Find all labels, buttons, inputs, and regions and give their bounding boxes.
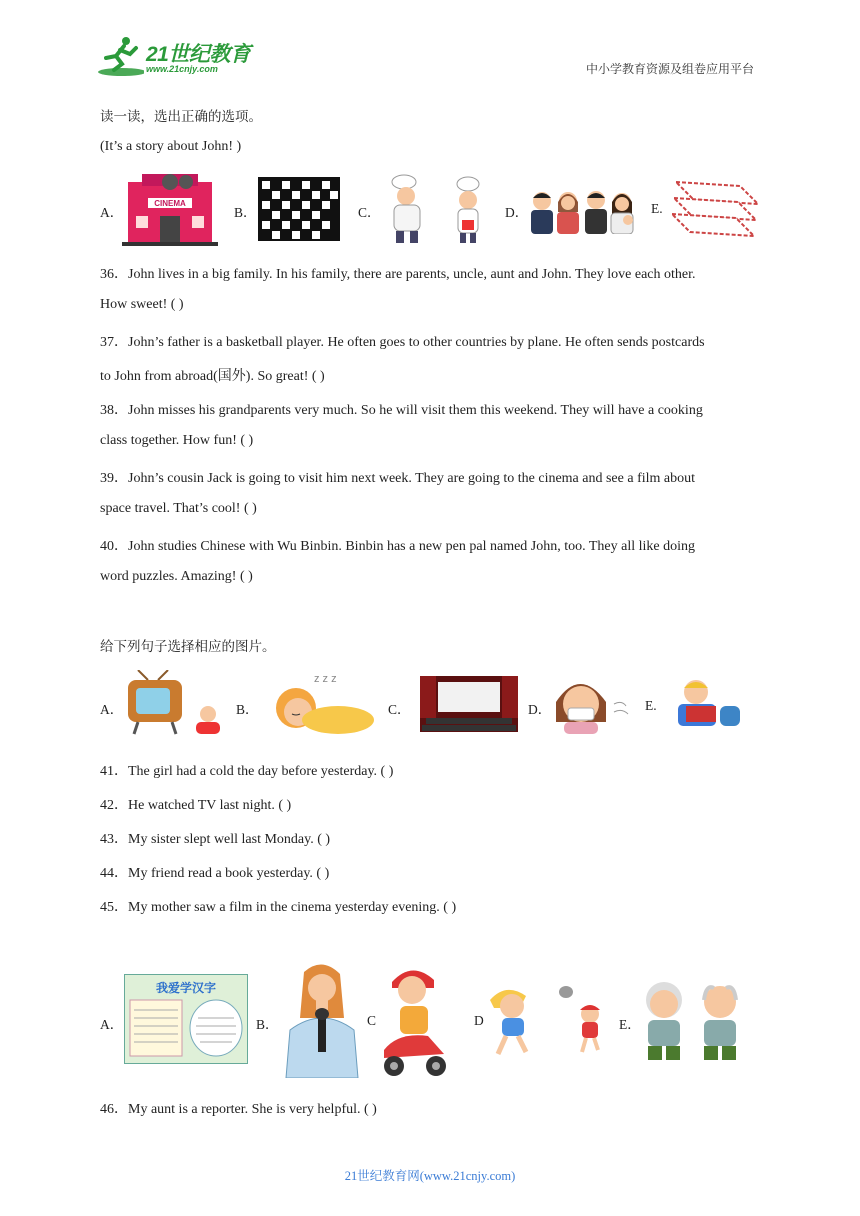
option-b-label-3: B． [256, 1017, 279, 1032]
girl-with-cold-image [552, 672, 632, 734]
section1-intro: (It’s a story about John! ) [100, 139, 242, 154]
chinese-poster-image [124, 974, 248, 1064]
cinema-sign-text: CINEMA [154, 199, 186, 208]
q40-line1: 40．John studies Chinese with Wu Binbin. Binbin has a new pen pal named John, too. They all like doing [100, 539, 696, 554]
option-e-label-2: E. [645, 698, 657, 713]
tv-boy-image [124, 670, 230, 738]
q37-line1: 37．John’s father is a basketball player. He often goes to other countries by plane. He often sends postcards [100, 335, 705, 350]
cinema-image [122, 172, 218, 246]
option-d-label-2: D． [528, 702, 552, 717]
section2-instruction: 给下列句子选择相应的图片。 [100, 639, 276, 655]
option-a-label: A． [100, 205, 124, 220]
footer: 21世纪教育网(www.21cnjy.com) [344, 1169, 516, 1183]
q42: 42．He watched TV last night. ( ) [100, 798, 292, 813]
q36-line1: 36．John lives in a big family. In his family, there are parents, uncle, aunt and John. They love each other. [100, 267, 696, 282]
option-d-label-3: D [474, 1013, 484, 1028]
option-c-label-2: C． [388, 702, 411, 717]
option-e-label: E. [651, 201, 663, 216]
svg-text:z z z: z z z [314, 673, 337, 685]
q43: 43．My sister slept well last Monday. ( ) [100, 832, 331, 847]
grandparents-image [636, 974, 750, 1066]
section1-instruction: 读一读，选出正确的选项。 [100, 109, 262, 125]
platform-title: 中小学教育资源及组卷应用平台 [585, 62, 754, 76]
option-b-label: B． [234, 205, 257, 220]
option-c-label-3: C [367, 1013, 377, 1028]
option-a-label-2: A． [100, 702, 124, 717]
q36-line2: How sweet! ( ) [100, 297, 184, 312]
q45: 45．My mother saw a film in the cinema yesterday evening. ( ) [100, 900, 457, 915]
option-e-label-3: E． [619, 1017, 641, 1032]
runner-logo-icon [96, 34, 144, 78]
q39-line1: 39．John’s cousin Jack is going to visit him next week. They are going to the cinema and see a film about [100, 471, 696, 486]
q38-line1: 38．John misses his grandparents very much. So he will visit them this weekend. They will have a cooking [100, 403, 703, 418]
family-image [528, 188, 640, 234]
q46: 46．My aunt is a reporter. She is very helpful. ( ) [100, 1102, 377, 1117]
chefs-cooking-image [384, 174, 490, 246]
option-b-label-2: B． [236, 702, 259, 717]
postcards-image [670, 178, 762, 238]
q37-line2: to John from abroad(国外). So great! ( ) [100, 369, 325, 384]
crossword-puzzle-image [258, 177, 340, 241]
option-a-label-3: A． [100, 1017, 124, 1032]
q44: 44．My friend read a book yesterday. ( ) [100, 866, 330, 881]
cinema-screen-image [420, 676, 518, 732]
children-running-image [486, 976, 612, 1062]
poster-title-text: 我爱学汉字 [155, 981, 217, 995]
q41: 41．The girl had a cold the day before yesterday. ( ) [100, 764, 394, 779]
delivery-scooter-image [378, 962, 450, 1078]
option-d-label: D． [505, 205, 529, 220]
logo-url: www.21cnjy.com [146, 64, 218, 74]
q39-line2: space travel. That’s cool! ( ) [100, 501, 257, 516]
boy-reading-image [664, 676, 744, 732]
sleeping-girl-image [258, 670, 374, 736]
logo-text: 21世纪教育 [146, 43, 251, 66]
q40-line2: word puzzles. Amazing! ( ) [100, 569, 253, 584]
q38-line2: class together. How fun! ( ) [100, 433, 254, 448]
option-c-label: C． [358, 205, 381, 220]
reporter-woman-image [278, 960, 362, 1078]
